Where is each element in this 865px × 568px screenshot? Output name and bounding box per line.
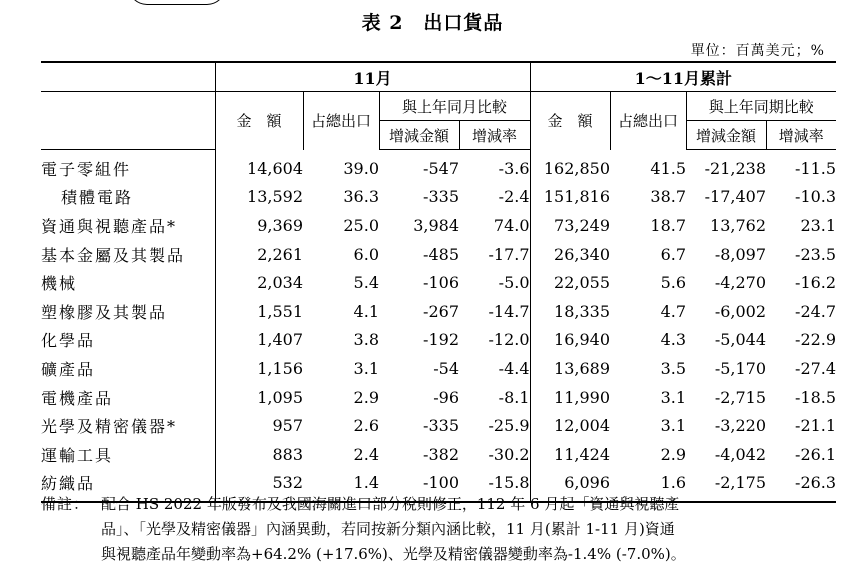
cell-cum-change-rate: -26.1 bbox=[795, 444, 837, 464]
cell-cum-change-rate: -21.1 bbox=[795, 416, 837, 436]
row-label: 礦產品 bbox=[41, 359, 96, 379]
cell-cum-amount: 26,340 bbox=[530, 240, 610, 269]
table-row bbox=[41, 383, 836, 412]
table-row bbox=[41, 411, 836, 440]
header-cum-change-rate: 增減率 bbox=[766, 121, 836, 150]
cell-cum-amount: 11,990 bbox=[530, 383, 610, 412]
row-label: 光學及精密儀器* bbox=[41, 417, 178, 437]
cell-cum-change-rate: -23.5 bbox=[795, 244, 837, 264]
header-blank bbox=[41, 92, 215, 121]
table-row bbox=[41, 240, 836, 269]
cell-month-amount: 883 bbox=[215, 440, 303, 469]
footnote-body bbox=[101, 492, 841, 567]
cell-month-change-amount: -96 bbox=[433, 387, 459, 407]
cell-cum-amount: 12,004 bbox=[530, 411, 610, 440]
cell-month-change-rate: -3.6 bbox=[498, 158, 530, 178]
cell-month-share: 5.4 bbox=[353, 273, 379, 293]
cell-cum-share: 6.7 bbox=[660, 244, 687, 264]
cell-cum-change-amount: -2,715 bbox=[714, 387, 767, 407]
cell-month-change-amount: -335 bbox=[423, 416, 459, 436]
cell-month-change-rate: -2.4 bbox=[498, 187, 530, 207]
cell-cum-change-rate: 23.1 bbox=[800, 215, 837, 235]
cell-cum-change-amount: -8,097 bbox=[714, 244, 767, 264]
cell-cum-change-amount: -6,002 bbox=[714, 301, 767, 321]
row-label: 紡織品 bbox=[41, 469, 215, 503]
header-blank bbox=[41, 121, 215, 150]
header-month-share: 占總出口 bbox=[303, 92, 379, 150]
cell-cum-share: 4.7 bbox=[660, 301, 687, 321]
cell-month-amount: 957 bbox=[215, 411, 303, 440]
table-row bbox=[41, 326, 836, 355]
cell-month-share: 4.1 bbox=[353, 301, 379, 321]
cell-month-change-amount: -106 bbox=[423, 273, 459, 293]
header-month-change-amount: 增減金額 bbox=[379, 121, 459, 150]
cell-cum-amount: 11,424 bbox=[530, 440, 610, 469]
header-cum-yoy: 與上年同期比較 bbox=[686, 92, 836, 121]
cell-month-change-amount: -547 bbox=[423, 158, 459, 178]
cell-cum-share: 18.7 bbox=[650, 215, 687, 235]
cell-month-change-amount: -54 bbox=[433, 358, 459, 378]
table-body bbox=[41, 150, 836, 503]
unit-note: 單位：百萬美元；% bbox=[690, 43, 825, 59]
table-row bbox=[41, 354, 836, 383]
footnote-line: 配合 HS 2022 年版發布及我國海關進口部分稅則修正，112 年 6 月起「資通與視聽產 bbox=[101, 495, 680, 513]
cell-month-amount: 532 bbox=[215, 469, 303, 503]
cell-cum-share: 2.9 bbox=[660, 444, 687, 464]
header-row-groups bbox=[41, 92, 836, 121]
cell-month-amount: 2,034 bbox=[215, 268, 303, 297]
cell-cum-change-rate: -10.3 bbox=[795, 187, 837, 207]
cell-month-amount: 2,261 bbox=[215, 240, 303, 269]
header-blank bbox=[41, 62, 215, 92]
cell-cum-change-amount: -5,170 bbox=[714, 358, 767, 378]
cell-month-change-rate: -12.0 bbox=[488, 330, 530, 350]
cell-cum-change-rate: -24.7 bbox=[795, 301, 837, 321]
footnote bbox=[41, 492, 841, 567]
header-cum-amount: 金 額 bbox=[530, 92, 610, 150]
row-label: 化學品 bbox=[41, 331, 96, 351]
header-row-subcolumns bbox=[41, 121, 836, 150]
header-period-month: 11月 bbox=[215, 62, 530, 92]
cell-cum-share: 1.6 bbox=[610, 469, 686, 503]
cell-month-share: 2.6 bbox=[353, 416, 379, 436]
export-goods-table bbox=[41, 61, 836, 503]
cell-cum-amount: 6,096 bbox=[530, 469, 610, 503]
cell-month-share: 25.0 bbox=[343, 215, 379, 235]
cell-month-change-rate: 74.0 bbox=[493, 215, 530, 235]
header-row-periods bbox=[41, 62, 836, 92]
table-row bbox=[41, 268, 836, 297]
cell-month-share: 3.8 bbox=[353, 330, 379, 350]
table-row bbox=[41, 150, 836, 183]
header-month-yoy: 與上年同月比較 bbox=[379, 92, 530, 121]
table-title: 表 2 出口貨品 bbox=[361, 12, 504, 34]
top-decoration-arc bbox=[128, 0, 226, 5]
cell-cum-change-amount: -4,270 bbox=[714, 273, 767, 293]
cell-cum-change-amount: 13,762 bbox=[710, 215, 767, 235]
cell-cum-amount: 16,940 bbox=[530, 326, 610, 355]
cell-cum-amount: 18,335 bbox=[530, 297, 610, 326]
cell-cum-change-rate: -27.4 bbox=[795, 358, 837, 378]
cell-month-change-amount: -335 bbox=[423, 187, 459, 207]
cell-cum-change-rate: -22.9 bbox=[795, 330, 837, 350]
cell-month-amount: 1,551 bbox=[215, 297, 303, 326]
cell-cum-change-amount: -17,407 bbox=[704, 187, 767, 207]
footnote-line: 與視聽產品年變動率為+64.2% (+17.6%)、光學及精密儀器變動率為-1.4% (-7.0%)。 bbox=[101, 545, 686, 563]
table-row bbox=[41, 183, 836, 212]
cell-month-share: 2.4 bbox=[353, 444, 379, 464]
cell-month-change-amount: -382 bbox=[423, 444, 459, 464]
table-row bbox=[41, 211, 836, 240]
footnote-label: 備註： bbox=[41, 495, 90, 513]
cell-cum-share: 41.5 bbox=[650, 158, 687, 178]
cell-cum-change-amount: -2,175 bbox=[686, 469, 766, 503]
cell-cum-change-amount: -4,042 bbox=[714, 444, 767, 464]
cell-month-change-rate: -4.4 bbox=[498, 358, 530, 378]
cell-month-change-amount: -485 bbox=[423, 244, 459, 264]
cell-month-amount: 14,604 bbox=[215, 150, 303, 183]
footnote-line: 品」、「光學及精密儀器」內涵異動，若同按新分類內涵比較，11 月(累計 1-11 月)資通 bbox=[101, 520, 675, 538]
cell-cum-change-amount: -5,044 bbox=[714, 330, 767, 350]
cell-month-change-rate: -5.0 bbox=[498, 273, 530, 293]
cell-month-amount: 1,156 bbox=[215, 354, 303, 383]
cell-month-change-rate: -30.2 bbox=[488, 444, 530, 464]
cell-cum-change-rate: -16.2 bbox=[795, 273, 837, 293]
cell-month-change-amount: 3,984 bbox=[413, 215, 459, 235]
cell-cum-amount: 73,249 bbox=[530, 211, 610, 240]
cell-cum-change-rate: -11.5 bbox=[795, 158, 837, 178]
cell-month-amount: 13,592 bbox=[215, 183, 303, 212]
cell-month-amount: 1,407 bbox=[215, 326, 303, 355]
cell-cum-amount: 162,850 bbox=[530, 150, 610, 183]
row-label: 塑橡膠及其製品 bbox=[41, 302, 168, 322]
cell-cum-share: 3.5 bbox=[660, 358, 687, 378]
cell-cum-share: 4.3 bbox=[660, 330, 687, 350]
cell-cum-share: 3.1 bbox=[660, 416, 687, 436]
cell-cum-amount: 13,689 bbox=[530, 354, 610, 383]
header-cum-change-amount: 增減金額 bbox=[686, 121, 766, 150]
cell-month-share: 3.1 bbox=[353, 358, 379, 378]
cell-cum-share: 5.6 bbox=[660, 273, 687, 293]
cell-month-amount: 9,369 bbox=[215, 211, 303, 240]
cell-month-share: 39.0 bbox=[343, 158, 379, 178]
cell-month-change-rate: -8.1 bbox=[498, 387, 530, 407]
row-label: 電機產品 bbox=[41, 388, 114, 408]
cell-month-share: 36.3 bbox=[343, 187, 379, 207]
row-label: 資通與視聽產品* bbox=[41, 216, 178, 236]
cell-cum-change-amount: -21,238 bbox=[704, 158, 767, 178]
row-label: 電子零組件 bbox=[41, 159, 132, 179]
table-row bbox=[41, 297, 836, 326]
cell-month-change-rate: -14.7 bbox=[488, 301, 530, 321]
cell-month-change-rate: -17.7 bbox=[488, 244, 530, 264]
cell-cum-change-rate: -18.5 bbox=[795, 387, 837, 407]
row-label: 機械 bbox=[41, 274, 78, 294]
cell-month-share: 1.4 bbox=[303, 469, 379, 503]
header-month-change-rate: 增減率 bbox=[459, 121, 530, 150]
row-label: 基本金屬及其製品 bbox=[41, 245, 186, 265]
row-label: 積體電路 bbox=[61, 188, 134, 208]
header-month-amount: 金 額 bbox=[215, 92, 303, 150]
cell-cum-change-amount: -3,220 bbox=[714, 416, 767, 436]
row-label: 運輸工具 bbox=[41, 445, 114, 465]
cell-month-change-amount: -192 bbox=[423, 330, 459, 350]
cell-cum-amount: 22,055 bbox=[530, 268, 610, 297]
cell-month-change-rate: -15.8 bbox=[459, 469, 530, 503]
cell-month-amount: 1,095 bbox=[215, 383, 303, 412]
cell-cum-change-rate: -26.3 bbox=[766, 469, 836, 503]
header-period-cumulative: 1～11月累計 bbox=[530, 62, 836, 92]
cell-cum-share: 38.7 bbox=[650, 187, 687, 207]
cell-cum-share: 3.1 bbox=[660, 387, 687, 407]
cell-month-change-rate: -25.9 bbox=[488, 416, 530, 436]
header-cum-share: 占總出口 bbox=[610, 92, 686, 150]
cell-month-share: 6.0 bbox=[353, 244, 379, 264]
cell-month-change-amount: -267 bbox=[423, 301, 459, 321]
cell-cum-amount: 151,816 bbox=[530, 183, 610, 212]
cell-month-change-amount: -100 bbox=[379, 469, 459, 503]
table-row bbox=[41, 440, 836, 469]
cell-month-share: 2.9 bbox=[353, 387, 379, 407]
